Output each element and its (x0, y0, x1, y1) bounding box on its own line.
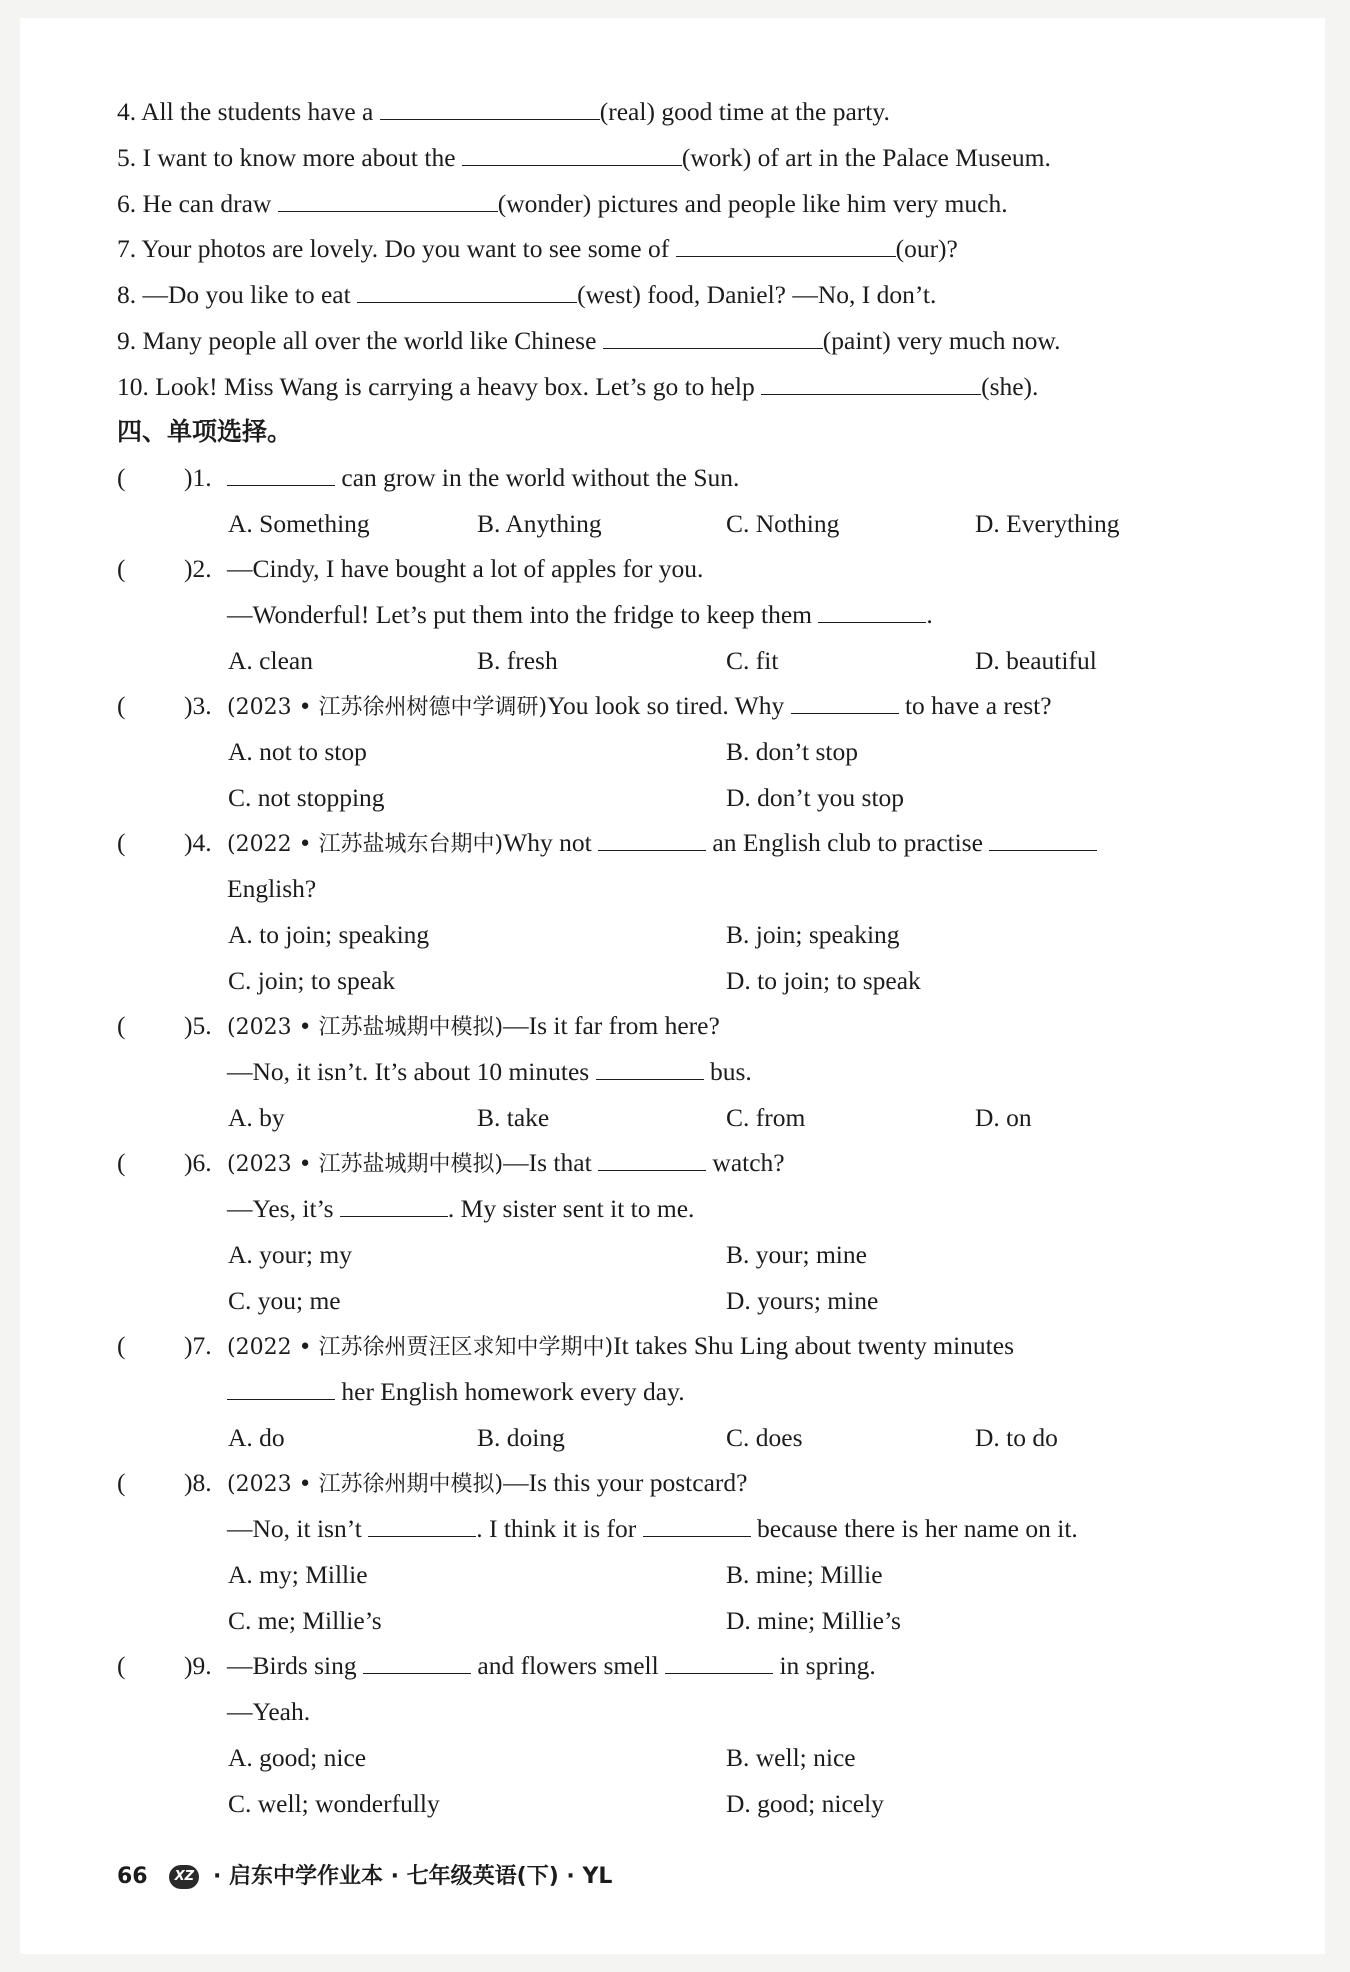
item-text: 4. All the students have a (117, 97, 380, 126)
question-stem (227, 1147, 785, 1181)
item-text: 8. —Do you like to eat (117, 280, 358, 309)
stem-text: in spring. (773, 1651, 876, 1680)
question-source: (2023 • 江苏盐城期中模拟) (227, 1152, 504, 1177)
stem-text: Why not (503, 828, 599, 857)
question-number: )3. (184, 691, 212, 720)
question-stem (227, 553, 703, 585)
stem-text: an English club to practise (706, 828, 990, 857)
answer-paren[interactable]: ( (117, 1331, 126, 1360)
stem-text (227, 1056, 752, 1088)
answer-option[interactable]: B. don’t stop (726, 737, 859, 766)
stem-text: —Wonderful! Let’s put them into the fridge to keep them (227, 600, 819, 629)
question-number: )9. (184, 1651, 212, 1680)
answer-blank[interactable] (761, 372, 981, 395)
stem-text: —Is this your postcard? (503, 1468, 748, 1497)
stem-text: . (926, 600, 933, 629)
answer-blank[interactable] (989, 828, 1097, 851)
answer-paren[interactable]: ( (117, 1651, 126, 1680)
stem-text: to have a rest? (898, 691, 1052, 720)
answer-blank[interactable] (818, 600, 926, 623)
answer-option[interactable]: A. by (228, 1103, 285, 1132)
answer-option[interactable]: C. not stopping (228, 783, 385, 812)
question-source: (2023 • 江苏徐州树德中学调研) (227, 695, 548, 720)
question-stem (227, 1010, 720, 1044)
question-stem (227, 1467, 747, 1501)
item-hint: (west) food, Daniel? —No, I don’t. (577, 280, 937, 309)
fill-blank-item (117, 188, 1008, 220)
stem-text: —Yes, it’s (227, 1194, 340, 1223)
stem-text: It takes Shu Ling about twenty minutes (613, 1331, 1014, 1360)
answer-paren[interactable]: ( (117, 463, 126, 492)
stem-text: —No, it isn’t. It’s about 10 minutes (227, 1057, 596, 1086)
answer-option[interactable]: B. join; speaking (726, 920, 900, 949)
item-text: 10. Look! Miss Wang is carrying a heavy box. Let’s go to help (117, 372, 762, 401)
stem-text (227, 599, 933, 631)
answer-blank[interactable] (227, 463, 335, 486)
book-title: · 启东中学作业本 · 七年级英语(下) · YL (212, 1864, 613, 1889)
answer-option[interactable]: C. me; Millie’s (228, 1606, 382, 1635)
answer-option[interactable]: A. to join; speaking (228, 920, 430, 949)
fill-blank-item (117, 371, 1038, 403)
answer-blank[interactable] (227, 1377, 335, 1400)
stem-text (227, 1193, 694, 1225)
answer-blank[interactable] (603, 326, 823, 349)
stem-text: —Yeah. (227, 1697, 311, 1726)
stem-text: You look so tired. Why (547, 691, 791, 720)
answer-blank[interactable] (643, 1514, 751, 1537)
fill-blank-item (117, 279, 936, 311)
answer-option[interactable]: B. Anything (477, 509, 602, 538)
question-number: )8. (184, 1468, 212, 1497)
stem-text: because there is her name on it. (750, 1514, 1078, 1543)
fill-blank-item (117, 325, 1061, 357)
answer-paren[interactable]: ( (117, 1468, 126, 1497)
stem-text (227, 1376, 685, 1408)
question-source: (2023 • 江苏徐州期中模拟) (227, 1472, 504, 1497)
stem-text: can grow in the world without the Sun. (335, 463, 740, 492)
answer-paren[interactable]: ( (117, 554, 126, 583)
item-hint: (she). (981, 372, 1039, 401)
question-number: )4. (184, 828, 212, 857)
answer-blank[interactable] (665, 1651, 773, 1674)
item-hint: (wonder) pictures and people like him very much. (497, 189, 1008, 218)
question-number: )5. (184, 1011, 212, 1040)
answer-option[interactable]: A. good; nice (228, 1743, 367, 1772)
answer-blank[interactable] (363, 1651, 471, 1674)
answer-option[interactable]: D. mine; Millie’s (726, 1606, 901, 1635)
question-number: )6. (184, 1148, 212, 1177)
page-footer (117, 1862, 612, 1892)
stem-text (227, 873, 316, 905)
stem-text (227, 1696, 310, 1728)
stem-text: —Is that (503, 1148, 599, 1177)
stem-text: . I think it is for (476, 1514, 643, 1543)
answer-blank[interactable] (596, 1057, 704, 1080)
item-text: 6. He can draw (117, 189, 278, 218)
answer-blank[interactable] (340, 1194, 448, 1217)
publisher-logo-icon: XZ (169, 1865, 199, 1889)
answer-blank[interactable] (791, 691, 899, 714)
item-hint: (our)? (895, 234, 958, 263)
answer-option[interactable]: D. to do (975, 1423, 1058, 1452)
stem-text (227, 1513, 1078, 1545)
answer-option[interactable]: B. your; mine (726, 1240, 867, 1269)
answer-blank[interactable] (598, 828, 706, 851)
stem-text: —Birds sing (227, 1651, 364, 1680)
question-number: )2. (184, 554, 212, 583)
answer-option[interactable]: C. from (726, 1103, 806, 1132)
item-hint: (real) good time at the party. (599, 97, 890, 126)
answer-option[interactable]: A. do (228, 1423, 285, 1452)
item-hint: (paint) very much now. (822, 326, 1061, 355)
fill-blank-item (117, 233, 958, 265)
answer-blank[interactable] (598, 1148, 706, 1171)
stem-text: —Is it far from here? (503, 1011, 720, 1040)
fill-blank-item (117, 142, 1051, 174)
answer-blank[interactable] (462, 143, 682, 166)
answer-option[interactable]: C. well; wonderfully (228, 1789, 440, 1818)
question-number: )1. (184, 463, 212, 492)
answer-option[interactable]: C. fit (726, 646, 779, 675)
stem-text: —No, it isn’t (227, 1514, 369, 1543)
answer-option[interactable]: A. clean (228, 646, 313, 675)
answer-option[interactable]: C. Nothing (726, 509, 840, 538)
answer-paren[interactable]: ( (117, 828, 126, 857)
stem-text: watch? (706, 1148, 785, 1177)
answer-option[interactable]: D. to join; to speak (726, 966, 921, 995)
answer-option[interactable]: D. Everything (975, 509, 1120, 538)
fill-blank-item (117, 96, 890, 128)
page-number: 66 (117, 1864, 148, 1889)
answer-option[interactable]: A. Something (228, 509, 370, 538)
answer-option[interactable]: D. beautiful (975, 646, 1097, 675)
answer-blank[interactable] (368, 1514, 476, 1537)
question-stem (227, 462, 739, 494)
question-source: (2022 • 江苏徐州贾汪区求知中学期中) (227, 1335, 614, 1360)
answer-option[interactable]: D. good; nicely (726, 1789, 884, 1818)
item-text: 9. Many people all over the world like Chinese (117, 326, 603, 355)
question-source: (2023 • 江苏盐城期中模拟) (227, 1015, 504, 1040)
item-text: 5. I want to know more about the (117, 143, 462, 172)
item-text: 7. Your photos are lovely. Do you want to see some of (117, 234, 676, 263)
answer-blank[interactable] (278, 189, 498, 212)
answer-option[interactable]: B. fresh (477, 646, 558, 675)
answer-blank[interactable] (676, 234, 896, 257)
answer-option[interactable]: D. don’t you stop (726, 783, 905, 812)
stem-text: her English homework every day. (335, 1377, 685, 1406)
answer-option[interactable]: A. your; my (228, 1240, 352, 1269)
stem-text: and flowers smell (471, 1651, 666, 1680)
answer-option[interactable]: B. take (477, 1103, 550, 1132)
answer-option[interactable]: B. doing (477, 1423, 565, 1452)
section-heading: 四、单项选择。 (117, 417, 293, 446)
answer-option[interactable]: D. yours; mine (726, 1286, 879, 1315)
answer-option[interactable]: C. join; to speak (228, 966, 396, 995)
answer-blank[interactable] (380, 97, 600, 120)
question-stem (227, 690, 1052, 724)
answer-option[interactable]: A. my; Millie (228, 1560, 368, 1589)
answer-option[interactable]: D. on (975, 1103, 1032, 1132)
question-number: )7. (184, 1331, 212, 1360)
answer-paren[interactable]: ( (117, 1011, 126, 1040)
answer-blank[interactable] (357, 280, 577, 303)
answer-option[interactable]: B. mine; Millie (726, 1560, 883, 1589)
question-source: (2022 • 江苏盐城东台期中) (227, 832, 504, 857)
question-stem (227, 1650, 876, 1682)
stem-text: . My sister sent it to me. (447, 1194, 695, 1223)
question-stem (227, 1330, 1014, 1364)
answer-option[interactable]: A. not to stop (228, 737, 367, 766)
answer-option[interactable]: C. you; me (228, 1286, 341, 1315)
answer-paren[interactable]: ( (117, 691, 126, 720)
answer-option[interactable]: B. well; nice (726, 1743, 856, 1772)
answer-option[interactable]: C. does (726, 1423, 803, 1452)
question-stem (227, 827, 1097, 861)
stem-text: —Cindy, I have bought a lot of apples for you. (227, 554, 704, 583)
item-hint: (work) of art in the Palace Museum. (681, 143, 1051, 172)
stem-text: English? (227, 874, 317, 903)
answer-paren[interactable]: ( (117, 1148, 126, 1177)
stem-text: bus. (703, 1057, 752, 1086)
